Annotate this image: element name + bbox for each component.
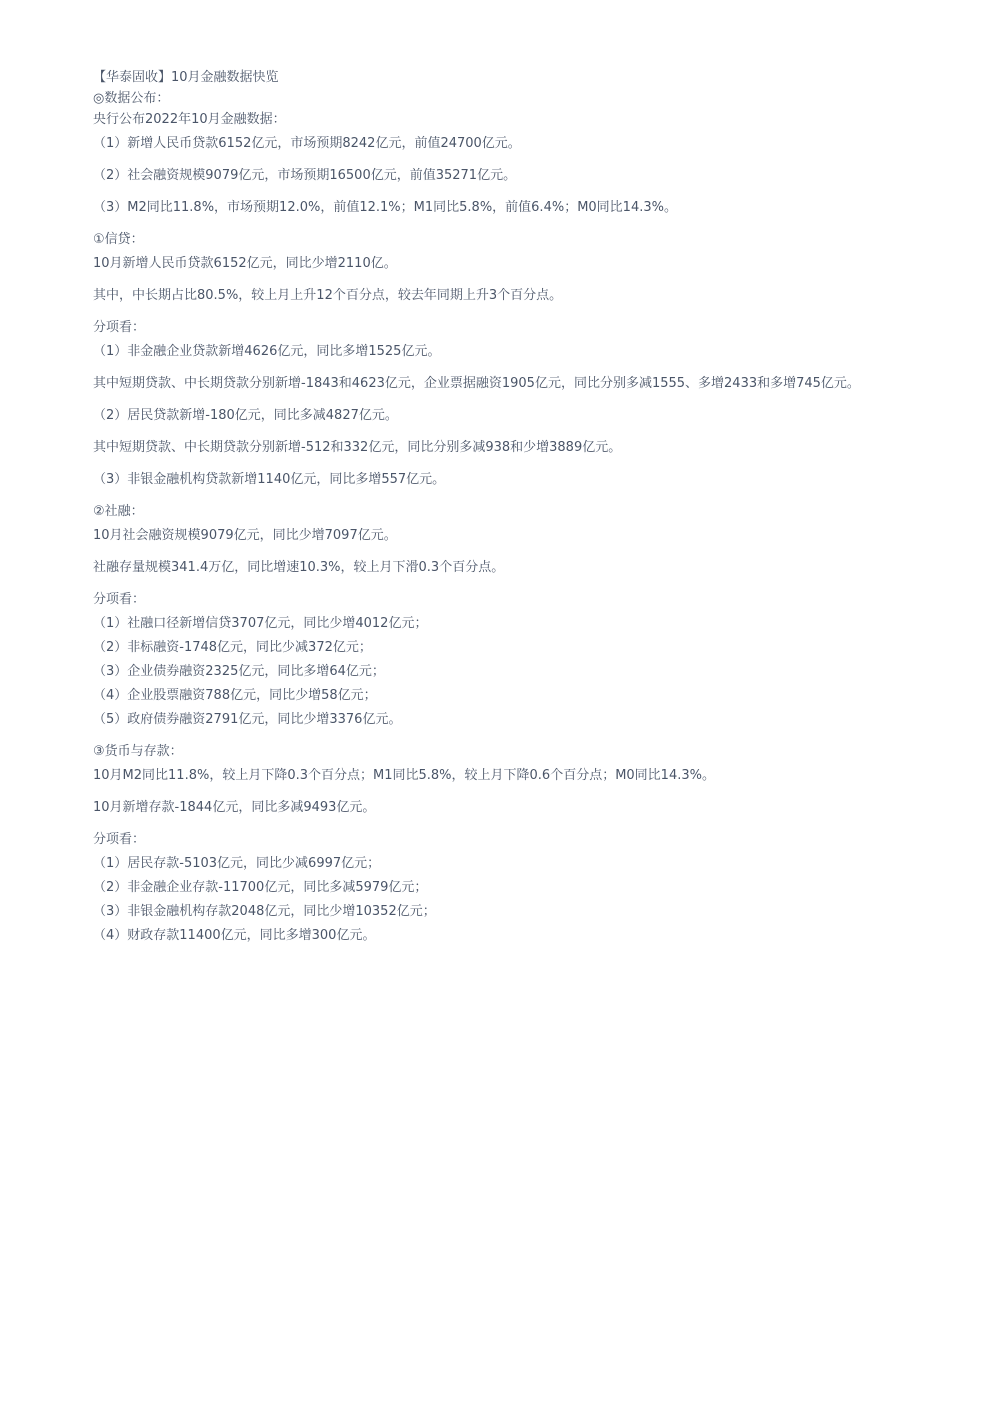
release-heading: ◎数据公布：	[93, 91, 170, 106]
release-item-money-supply: （3）M2同比11.8%，市场预期12.0%，前值12.1%；M1同比5.8%，前值6.4%；M0同比14.3%。	[93, 200, 677, 215]
document-body	[93, 67, 973, 946]
credit-heading: ①信贷：	[93, 232, 144, 247]
credit-detail: 其中，中长期占比80.5%，较上月上升12个百分点，较去年同期上升3个百分点。	[93, 288, 563, 303]
credit-summary: 10月新增人民币贷款6152亿元，同比少增2110亿。	[93, 256, 397, 271]
money-breakdown-heading: 分项看：	[93, 832, 146, 847]
credit-item-household: （2）居民贷款新增-180亿元，同比多减4827亿元。	[93, 408, 398, 423]
social-breakdown-heading: 分项看：	[93, 592, 146, 607]
social-summary: 10月社会融资规模9079亿元，同比少增7097亿元。	[93, 528, 397, 543]
social-item: （2）非标融资-1748亿元，同比少减372亿元；	[93, 640, 372, 655]
social-detail: 社融存量规模341.4万亿，同比增速10.3%，较上月下滑0.3个百分点。	[93, 560, 505, 575]
credit-breakdown-heading: 分项看：	[93, 320, 146, 335]
release-item-social-financing: （2）社会融资规模9079亿元，市场预期16500亿元，前值35271亿元。	[93, 168, 517, 183]
social-item: （1）社融口径新增信贷3707亿元，同比少增4012亿元；	[93, 616, 428, 631]
credit-item-household-detail: 其中短期贷款、中长期贷款分别新增-512和332亿元，同比分别多减938和少增3889亿元。	[93, 440, 622, 455]
document-title: 【华泰固收】10月金融数据快览	[93, 70, 279, 85]
release-item-loans: （1）新增人民币贷款6152亿元，市场预期8242亿元，前值24700亿元。	[93, 136, 521, 151]
social-item: （3）企业债券融资2325亿元，同比多增64亿元；	[93, 664, 385, 679]
social-item: （5）政府债券融资2791亿元，同比少增3376亿元。	[93, 712, 402, 727]
social-heading: ②社融：	[93, 504, 144, 519]
credit-item-corporate-detail: 其中短期贷款、中长期贷款分别新增-1843和4623亿元，企业票据融资1905亿元，同比分别多减1555、多增2433和多增745亿元。	[93, 376, 860, 391]
money-item: （3）非银金融机构存款2048亿元，同比少增10352亿元；	[93, 904, 436, 919]
money-summary: 10月M2同比11.8%，较上月下降0.3个百分点；M1同比5.8%，较上月下降0.6个百分点；M0同比14.3%。	[93, 768, 715, 783]
money-item: （4）财政存款11400亿元，同比多增300亿元。	[93, 928, 376, 943]
credit-item-nonbank: （3）非银金融机构贷款新增1140亿元，同比多增557亿元。	[93, 472, 446, 487]
release-intro: 央行公布2022年10月金融数据：	[93, 112, 286, 127]
money-item: （2）非金融企业存款-11700亿元，同比多减5979亿元；	[93, 880, 428, 895]
money-item: （1）居民存款-5103亿元，同比少减6997亿元；	[93, 856, 381, 871]
money-deposits: 10月新增存款-1844亿元，同比多减9493亿元。	[93, 800, 376, 815]
credit-item-corporate: （1）非金融企业贷款新增4626亿元，同比多增1525亿元。	[93, 344, 441, 359]
social-item: （4）企业股票融资788亿元，同比少增58亿元；	[93, 688, 377, 703]
money-heading: ③货币与存款：	[93, 744, 183, 759]
